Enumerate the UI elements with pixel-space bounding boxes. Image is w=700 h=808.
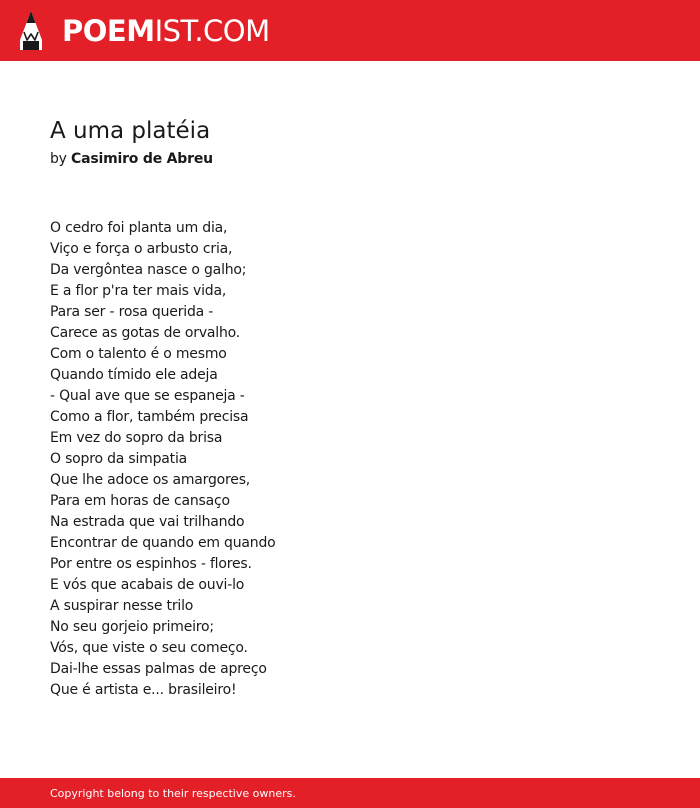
- poem-line: Encontrar de quando em quando: [50, 535, 276, 551]
- poem-line: Com o talento é o mesmo: [50, 346, 227, 362]
- poem-line: - Qual ave que se espaneja -: [50, 388, 245, 404]
- poem-title: A uma platéia: [50, 118, 211, 144]
- poem-line: Viço e força o arbusto cria,: [50, 241, 233, 257]
- poem-body: [50, 218, 276, 701]
- poem-line: Quando tímido ele adeja: [50, 367, 218, 383]
- site-footer: [0, 778, 700, 808]
- poem-line: Em vez do sopro da brisa: [50, 430, 223, 446]
- logo-text-light: IST.COM: [154, 14, 270, 48]
- poem-line: Na estrada que vai trilhando: [50, 514, 245, 530]
- footer-copyright: Copyright belong to their respective owners.: [50, 787, 296, 800]
- poem-line: No seu gorjeio primeiro;: [50, 619, 214, 635]
- site-header: [0, 0, 700, 61]
- poem-line: O sopro da simpatia: [50, 451, 188, 467]
- poem-line: Carece as gotas de orvalho.: [50, 325, 241, 341]
- poem-line: Que é artista e... brasileiro!: [50, 682, 237, 698]
- by-label: by: [50, 151, 67, 167]
- poem-line: E a flor p'ra ter mais vida,: [50, 283, 227, 299]
- poem-line: O cedro foi planta um dia,: [50, 220, 228, 236]
- poem-author: Casimiro de Abreu: [71, 151, 213, 167]
- poem-line: Da vergôntea nasce o galho;: [50, 262, 247, 278]
- poem-line: Para em horas de cansaço: [50, 493, 230, 509]
- poem-line: A suspirar nesse trilo: [50, 598, 194, 614]
- poem-line: Dai-lhe essas palmas de apreço: [50, 661, 267, 677]
- poem-line: E vós que acabais de ouvi-lo: [50, 577, 245, 593]
- poem-line: Que lhe adoce os amargores,: [50, 472, 251, 488]
- pencil-tip-icon[interactable]: [18, 10, 44, 51]
- site-logo[interactable]: [62, 13, 270, 49]
- poem-byline: [50, 148, 213, 170]
- poem-line: Para ser - rosa querida -: [50, 304, 214, 320]
- poem-line: Vós, que viste o seu começo.: [50, 640, 248, 656]
- poem-line: Como a flor, também precisa: [50, 409, 249, 425]
- poem-line: Por entre os espinhos - flores.: [50, 556, 252, 572]
- logo-text-bold: POEM: [62, 14, 155, 48]
